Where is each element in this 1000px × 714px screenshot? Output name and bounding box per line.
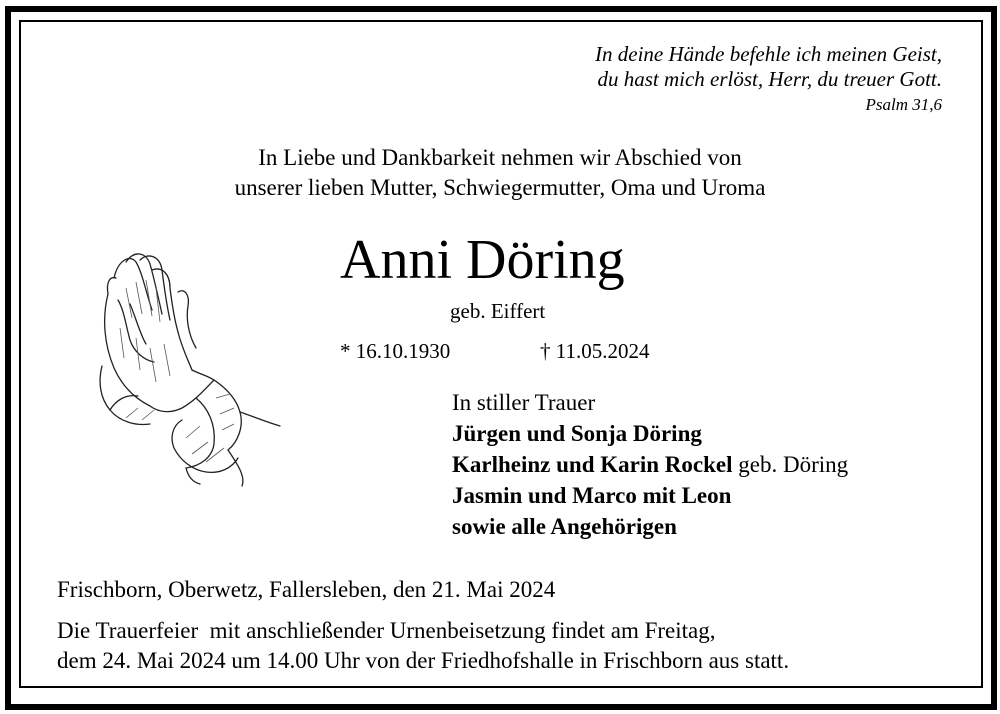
mourner-line bbox=[452, 418, 702, 449]
praying-hands-icon bbox=[96, 248, 286, 488]
death-date: † 11.05.2024 bbox=[540, 339, 650, 363]
mourner-line bbox=[452, 480, 731, 511]
intro-line-1: In Liebe und Dankbarkeit nehmen wir Abschied von bbox=[258, 145, 742, 170]
mourner-suffix: geb. Döring bbox=[732, 452, 849, 477]
mourner-name: Karlheinz und Karin Rockel bbox=[452, 452, 733, 477]
intro-line-2: unserer lieben Mutter, Schwiegermutter, Oma und Uroma bbox=[234, 175, 766, 200]
service-info-line-2: dem 24. Mai 2024 um 14.00 Uhr von der Friedhofshalle in Frischborn aus statt. bbox=[57, 648, 790, 673]
mourner-line bbox=[452, 449, 848, 480]
deceased-name: Anni Döring bbox=[340, 229, 625, 291]
mourner-name: Jürgen und Sonja Döring bbox=[452, 421, 702, 446]
mourner-line bbox=[452, 511, 677, 542]
mourner-name: Jasmin und Marco mit Leon bbox=[452, 483, 732, 508]
mourning-heading: In stiller Trauer bbox=[452, 390, 596, 415]
mourner-name: sowie alle Angehörigen bbox=[452, 514, 677, 539]
verse-line-2: du hast mich erlöst, Herr, du treuer Gott. bbox=[597, 67, 942, 91]
verse-reference: Psalm 31,6 bbox=[865, 95, 942, 114]
place-and-date: Frischborn, Oberwetz, Fallersleben, den 21. Mai 2024 bbox=[57, 577, 556, 602]
birth-date: * 16.10.1930 bbox=[340, 339, 451, 363]
service-info-line-1: Die Trauerfeier mit anschließender Urnenbeisetzung findet am Freitag, bbox=[57, 618, 716, 643]
verse-line-1: In deine Hände befehle ich meinen Geist, bbox=[595, 42, 942, 66]
maiden-name: geb. Eiffert bbox=[450, 299, 546, 323]
